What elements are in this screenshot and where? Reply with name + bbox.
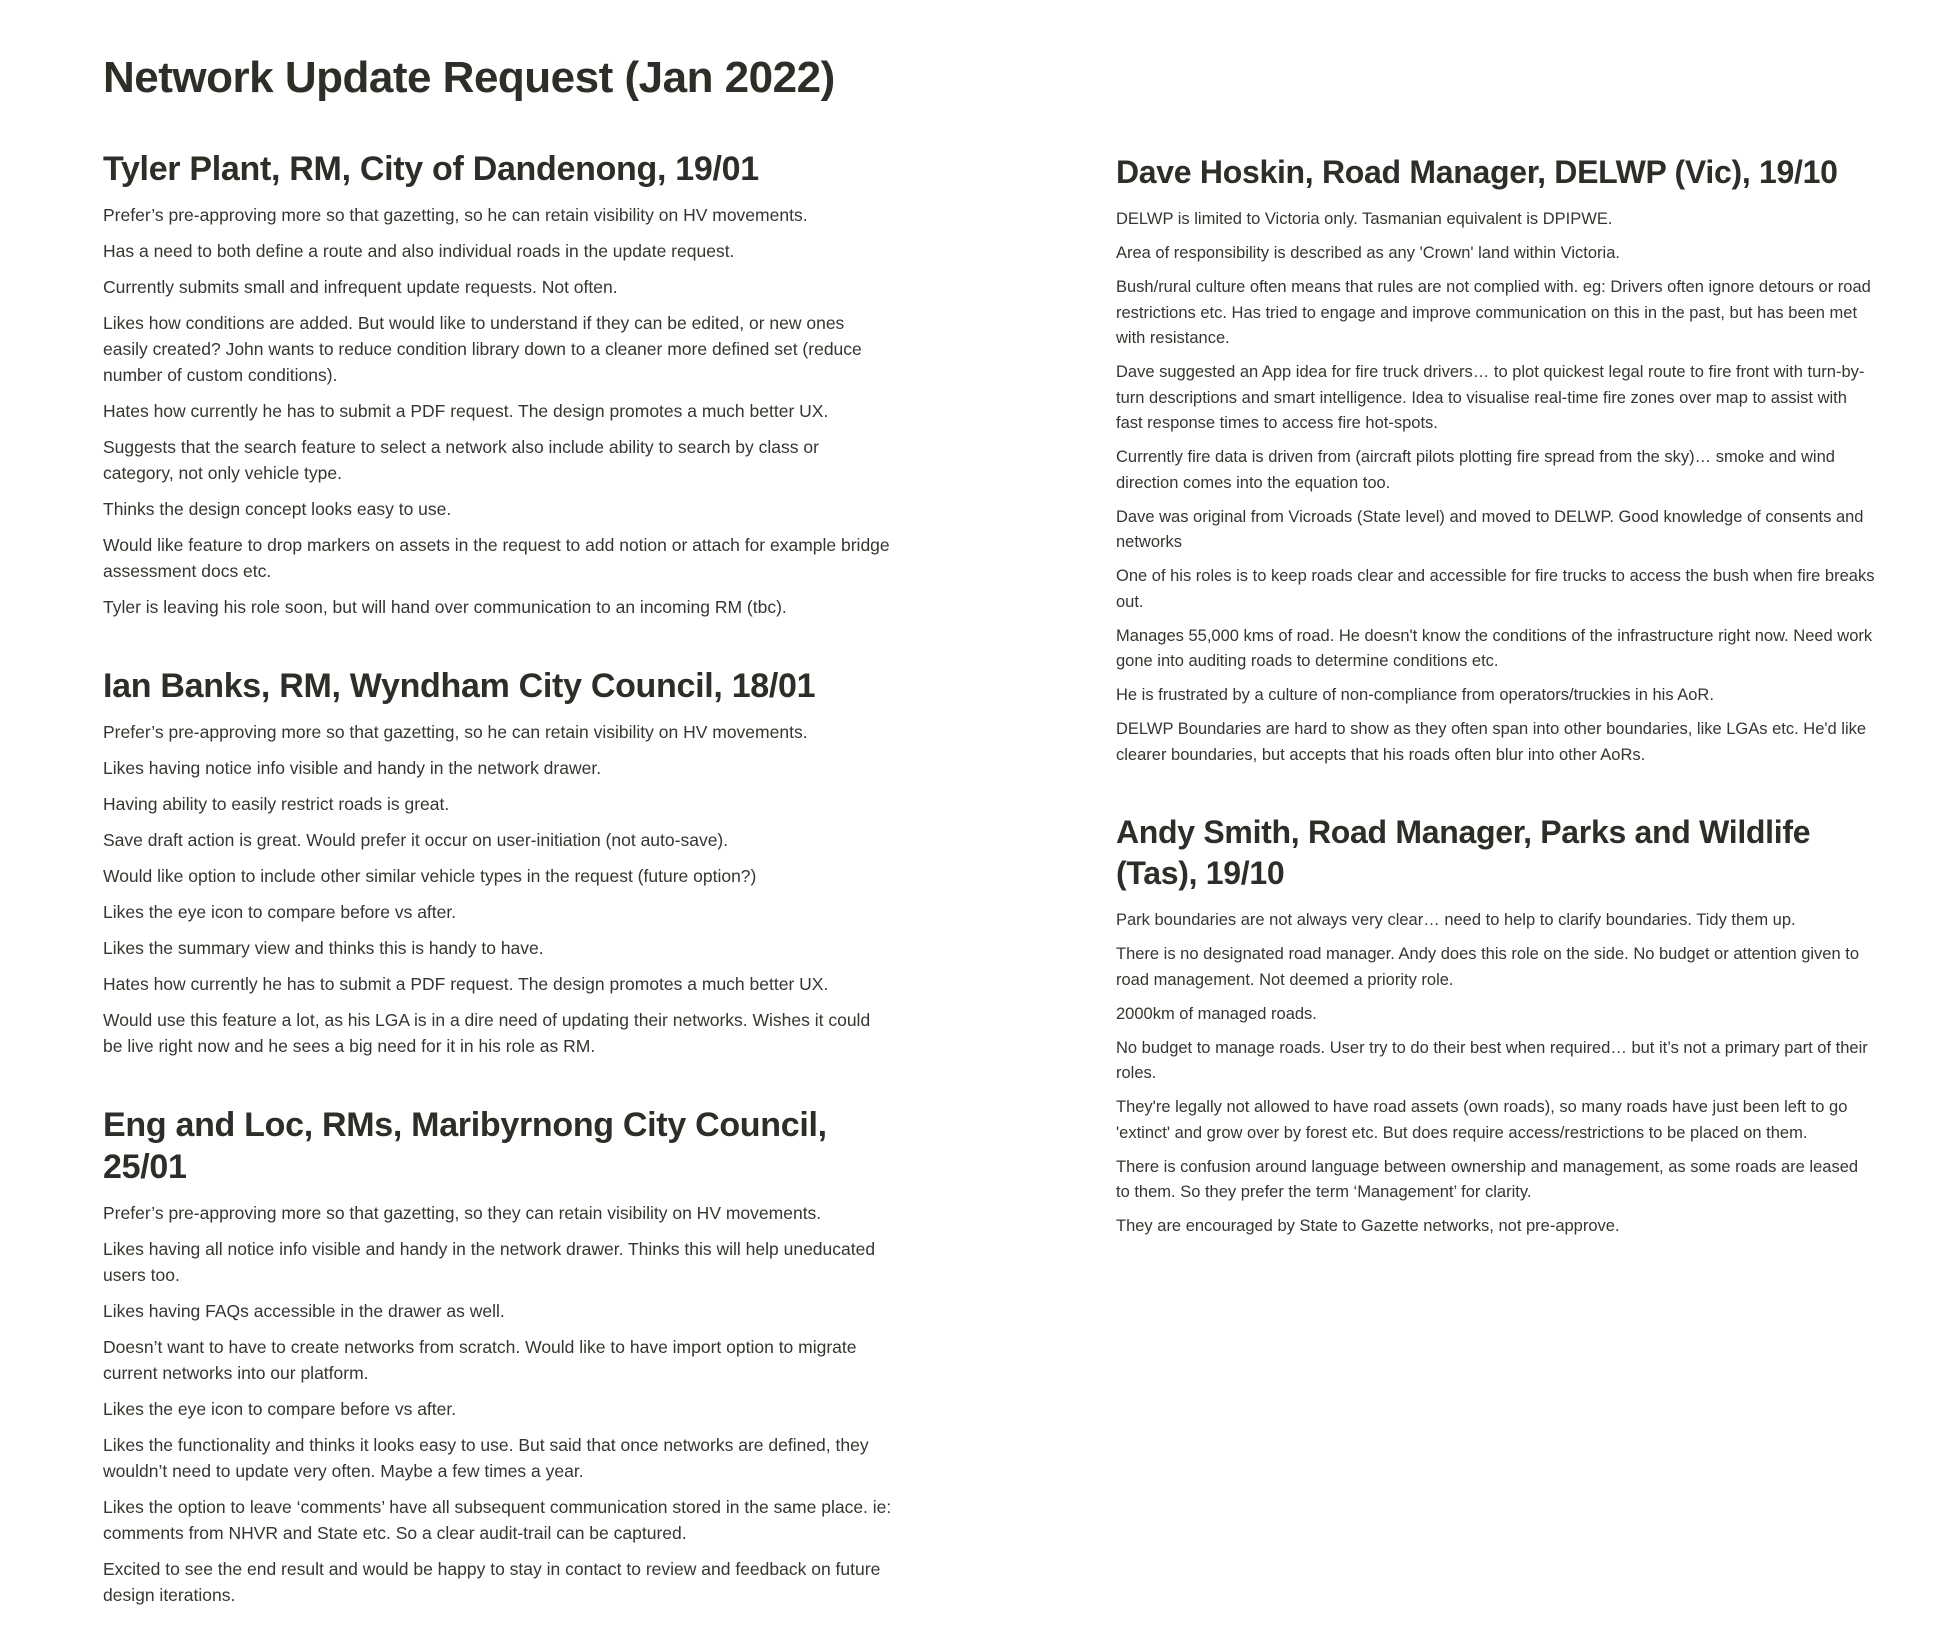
note-item: Would use this feature a lot, as his LGA is in a dire need of updating their networks. Wishes it could be live right now and he sees a big need for it in his role as RM. [103,1010,871,1056]
note-item: Likes how conditions are added. But would like to understand if they can be edited, or new ones easily created? John wants to reduce condition library down to a cleaner more defined set (reduce number of custom conditions). [103,313,862,385]
interview-section [103,1104,893,1608]
note-item: Likes the option to leave ‘comments’ have all subsequent communication stored in the same place. ie: comments from NHVR and State etc. So a clear audit-trail can be captured. [103,1497,892,1543]
note-item: Dave suggested an App idea for fire truck drivers… to plot quickest legal route to fire front with turn-by-turn descriptions and smart intelligence. Idea to visualise real-time fire zones over map to assist with fast response times to access fire hot-spots. [1116,363,1865,432]
section-heading: Eng and Loc, RMs, Maribyrnong City Council, 25/01 [103,1106,827,1186]
note-item: Has a need to both define a route and also individual roads in the update request. [103,241,735,261]
note-item: Currently submits small and infrequent update requests. Not often. [103,277,618,297]
note-item: Excited to see the end result and would be happy to stay in contact to review and feedback on future design iterations. [103,1559,881,1605]
note-item: Tyler is leaving his role soon, but will hand over communication to an incoming RM (tbc). [103,597,787,617]
interview-section [1116,812,1876,1240]
note-item: Likes the functionality and thinks it looks easy to use. But said that once networks are defined, they wouldn’t need to update very often. Maybe a few times a year. [103,1435,869,1481]
note-item: Likes having FAQs accessible in the drawer as well. [103,1301,505,1321]
note-item: Park boundaries are not always very clear… need to help to clarify boundaries. Tidy them up. [1116,911,1796,929]
note-item: DELWP Boundaries are hard to show as they often span into other boundaries, like LGAs etc. He'd like clearer boundaries, but accepts that his roads often blur into other AoRs. [1116,720,1867,764]
note-item: Hates how currently he has to submit a PDF request. The design promotes a much better UX. [103,974,829,994]
note-item: Bush/rural culture often means that rules are not complied with. eg: Drivers often ignore detours or road restrictions etc. Has tried to engage and improve communication on this in the past, but has been met with resistance. [1116,278,1871,347]
page-title: Network Update Request (Jan 2022) [103,53,835,102]
note-item: Doesn’t want to have to create networks from scratch. Would like to have import option to migrate current networks into our platform. [103,1337,857,1383]
section-heading: Andy Smith, Road Manager, Parks and Wildlife (Tas), 19/10 [1116,814,1811,891]
note-item: Likes the eye icon to compare before vs after. [103,1399,457,1419]
right-column [1116,152,1876,1248]
section-heading: Ian Banks, RM, Wyndham City Council, 18/01 [103,667,816,705]
note-item: They are encouraged by State to Gazette networks, not pre-approve. [1116,1217,1620,1235]
note-item: There is no designated road manager. Andy does this role on the side. No budget or attention given to road management. Not deemed a priority role. [1116,945,1859,989]
note-item: Area of responsibility is described as any 'Crown' land within Victoria. [1116,244,1620,262]
note-item: Suggests that the search feature to select a network also include ability to search by class or category, not only vehicle type. [103,437,819,483]
note-item: Thinks the design concept looks easy to use. [103,499,452,519]
note-item: Likes having all notice info visible and handy in the network drawer. Thinks this will help uneducated users too. [103,1239,876,1285]
note-item: Manages 55,000 kms of road. He doesn't know the conditions of the infrastructure right now. Need work gone into auditing roads to determine conditions etc. [1116,626,1873,670]
note-item: Save draft action is great. Would prefer it occur on user-initiation (not auto-save). [103,830,729,850]
interview-section [103,148,893,620]
note-item: Likes the eye icon to compare before vs after. [103,902,457,922]
note-item: Currently fire data is driven from (aircraft pilots plotting fire spread from the sky)… smoke and wind direction comes into the equation too. [1116,448,1835,492]
note-item: One of his roles is to keep roads clear and accessible for fire trucks to access the bush when fire breaks out. [1116,567,1875,611]
note-item: Prefer’s pre-approving more so that gazetting, so they can retain visibility on HV movements. [103,1203,822,1223]
note-item: There is confusion around language between ownership and management, as some roads are leased to them. So they prefer the term ‘Management’ for clarity. [1116,1157,1859,1201]
note-item: Likes the summary view and thinks this is handy to have. [103,938,544,958]
note-item: Having ability to easily restrict roads is great. [103,794,450,814]
note-item: Likes having notice info visible and handy in the network drawer. [103,758,602,778]
note-item: DELWP is limited to Victoria only. Tasmanian equivalent is DPIPWE. [1116,210,1613,228]
note-item: Prefer’s pre-approving more so that gazetting, so he can retain visibility on HV movements. [103,205,808,225]
section-heading: Tyler Plant, RM, City of Dandenong, 19/01 [103,150,759,188]
interview-section [1116,152,1876,768]
left-column [103,148,893,1618]
note-item: He is frustrated by a culture of non-compliance from operators/truckies in his AoR. [1116,686,1714,704]
note-item: Would like feature to drop markers on assets in the request to add notion or attach for example bridge assessment docs etc. [103,535,890,581]
section-heading: Dave Hoskin, Road Manager, DELWP (Vic), 19/10 [1116,154,1838,190]
note-item: Hates how currently he has to submit a PDF request. The design promotes a much better UX. [103,401,829,421]
interview-section [103,665,893,1059]
note-item: Dave was original from Vicroads (State level) and moved to DELWP. Good knowledge of consents and networks [1116,507,1864,551]
note-item: 2000km of managed roads. [1116,1004,1317,1023]
note-item: Prefer’s pre-approving more so that gazetting, so he can retain visibility on HV movements. [103,722,808,742]
note-item: Would like option to include other similar vehicle types in the request (future option?) [103,866,757,886]
note-item: They're legally not allowed to have road assets (own roads), so many roads have just been left to go 'extinct' and grow over by forest etc. But does require access/restrictions to be placed on them. [1116,1098,1848,1142]
note-item: No budget to manage roads. User try to do their best when required… but it’s not a primary part of their roles. [1116,1038,1868,1082]
